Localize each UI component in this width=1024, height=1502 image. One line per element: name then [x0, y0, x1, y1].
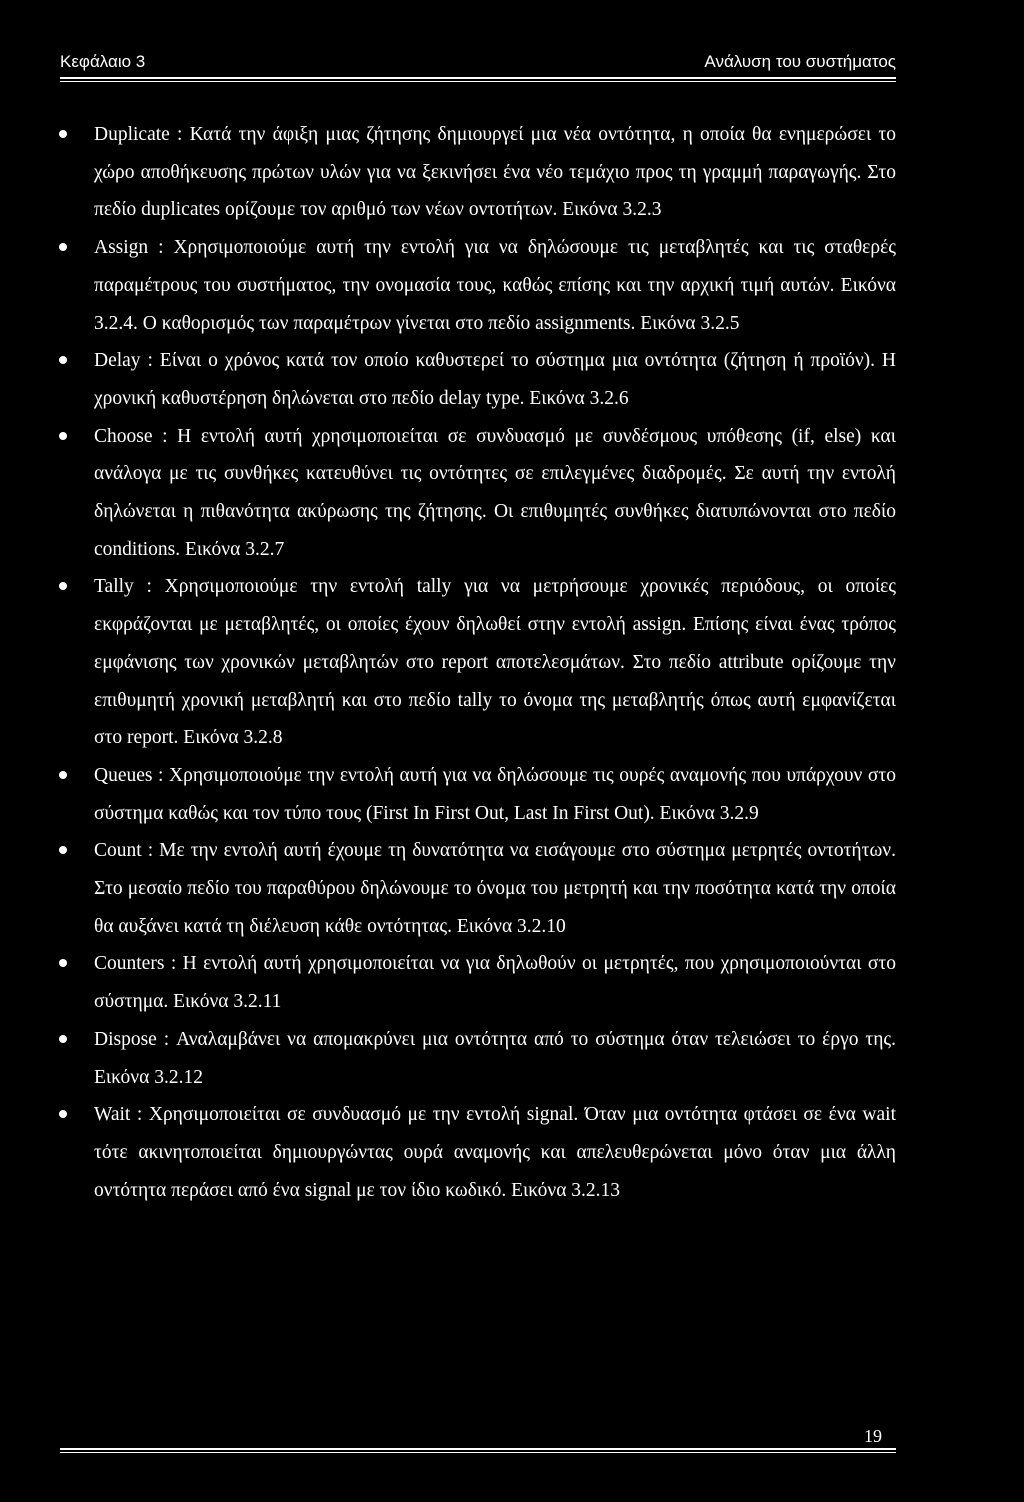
bullet-icon [59, 846, 67, 854]
list-item-text: Assign : Χρησιμοποιούμε αυτή την εντολή για να δηλώσουμε τις μεταβλητές και τις σταθερές παραμέτρους του συστήματος, την ονομασία τους, καθώς επίσης και την αρχική τιμή αυτών. Εικόνα 3.2.4. Ο καθορισμός των παραμέτρων γίνεται στο πεδίο assignments. Εικόνα 3.2.5 [94, 237, 896, 334]
list-item-tally [60, 568, 896, 757]
list-item-text: Wait : Χρησιμοποιείται σε συνδυασμό με την εντολή signal. Όταν μια οντότητα φτάσει σε ένα wait τότε ακινητοποιείται δημιουργώντας ουρά αναμονής και απελευθερώνεται μόνο όταν μια άλλη οντότητα περάσει από ένα signal με τον ίδιο κωδικό. Εικόνα 3.2.13 [94, 1104, 896, 1201]
list-item-duplicate [60, 116, 896, 229]
list-item-queues [60, 757, 896, 832]
list-item-text: Tally : Χρησιμοποιούμε την εντολή tally για να μετρήσουμε χρονικές περιόδους, οι οποίες εκφράζονται με μεταβλητές, οι οποίες έχουν δηλωθεί στην εντολή assign. Επίσης είναι ένας τρόπος εμφάνισης των χρονικών μεταβλητών στο report αποτελεσμάτων. Στο πεδίο attribute ορίζουμε την επιθυμητή χρονική μεταβλητή και στο πεδίο tally το όνομα της μεταβλητής όπως αυτή εμφανίζεται στο report. Εικόνα 3.2.8 [94, 576, 896, 749]
list-item-wait [60, 1096, 896, 1209]
list-item-count [60, 832, 896, 945]
list-item-text: Dispose : Αναλαμβάνει να απομακρύνει μια οντότητα από το σύστημα όταν τελειώσει το έργο της. Εικόνα 3.2.12 [94, 1028, 896, 1088]
bullet-icon [59, 771, 67, 779]
list-item-assign [60, 229, 896, 342]
footer-rule-thin [60, 1452, 896, 1453]
bullet-icon [59, 356, 67, 364]
bullet-icon [59, 1035, 67, 1043]
list-item-text: Queues : Χρησιμοποιούμε την εντολή αυτή για να δηλώσουμε τις ουρές αναμονής που υπάρχουν στο σύστημα καθώς και τον τύπο τους (First In First Out, Last In First Out). Εικόνα 3.2.9 [94, 764, 896, 824]
section-title: Ανάλυση του συστήματος [704, 52, 896, 71]
list-item-text: Duplicate : Κατά την άφιξη μιας ζήτησης δημιουργεί μια νέα οντότητα, η οποία θα ενημερώσει το χώρο αποθήκευσης πρώτων υλών για να ξεκινήσει ένα νέο τεμάχιο προς τη γραμμή παραγωγής. Στο πεδίο duplicates ορίζουμε τον αριθμό των νέων οντοτήτων. Εικόνα 3.2.3 [94, 124, 896, 221]
bullet-icon [59, 432, 67, 440]
list-item-text: Count : Με την εντολή αυτή έχουμε τη δυνατότητα να εισάγουμε στο σύστημα μετρητές οντοτήτων. Στο μεσαίο πεδίο του παραθύρου δηλώνουμε το όνομα του μετρητή και την ποσότητα κατά την οποία θα αυξάνει κατά τη διέλευση κάθε οντότητας. Εικόνα 3.2.10 [94, 840, 896, 937]
bullet-icon [59, 959, 67, 967]
bullet-icon [59, 130, 67, 138]
bullet-icon [59, 582, 67, 590]
list-item-counters [60, 945, 896, 1020]
list-item-text: Counters : Η εντολή αυτή χρησιμοποιείται να για δηλωθούν οι μετρητές, που χρησιμοποιούνται στο σύστημα. Εικόνα 3.2.11 [94, 953, 896, 1013]
footer-rule [60, 1448, 896, 1450]
list-item-dispose [60, 1021, 896, 1096]
bullet-icon [59, 243, 67, 251]
list-item-text: Delay : Είναι ο χρόνος κατά τον οποίο καθυστερεί το σύστημα μια οντότητα (ζήτηση ή προϊόν). Η χρονική καθυστέρηση δηλώνεται στο πεδίο delay type. Εικόνα 3.2.6 [94, 350, 896, 409]
header-rule-thin [60, 81, 896, 82]
page-number: 19 [864, 1426, 882, 1446]
list-item-delay [60, 342, 896, 417]
list-item-choose [60, 418, 896, 569]
header-rule [60, 77, 896, 79]
running-header [60, 52, 896, 72]
chapter-title: Κεφάλαιο 3 [60, 52, 146, 71]
bullet-icon [59, 1110, 67, 1118]
command-list [60, 116, 896, 1209]
list-item-text: Choose : Η εντολή αυτή χρησιμοποιείται σε συνδυασμό με συνδέσμους υπόθεσης (if, else) και ανάλογα με τις συνθήκες κατευθύνει τις οντότητες σε επιλεγμένες διαδρομές. Σε αυτή την εντολή δηλώνεται η πιθανότητα ακύρωσης της ζήτησης. Οι επιθυμητές συνθήκες διατυπώνονται στο πεδίο conditions. Εικόνα 3.2.7 [94, 425, 896, 560]
